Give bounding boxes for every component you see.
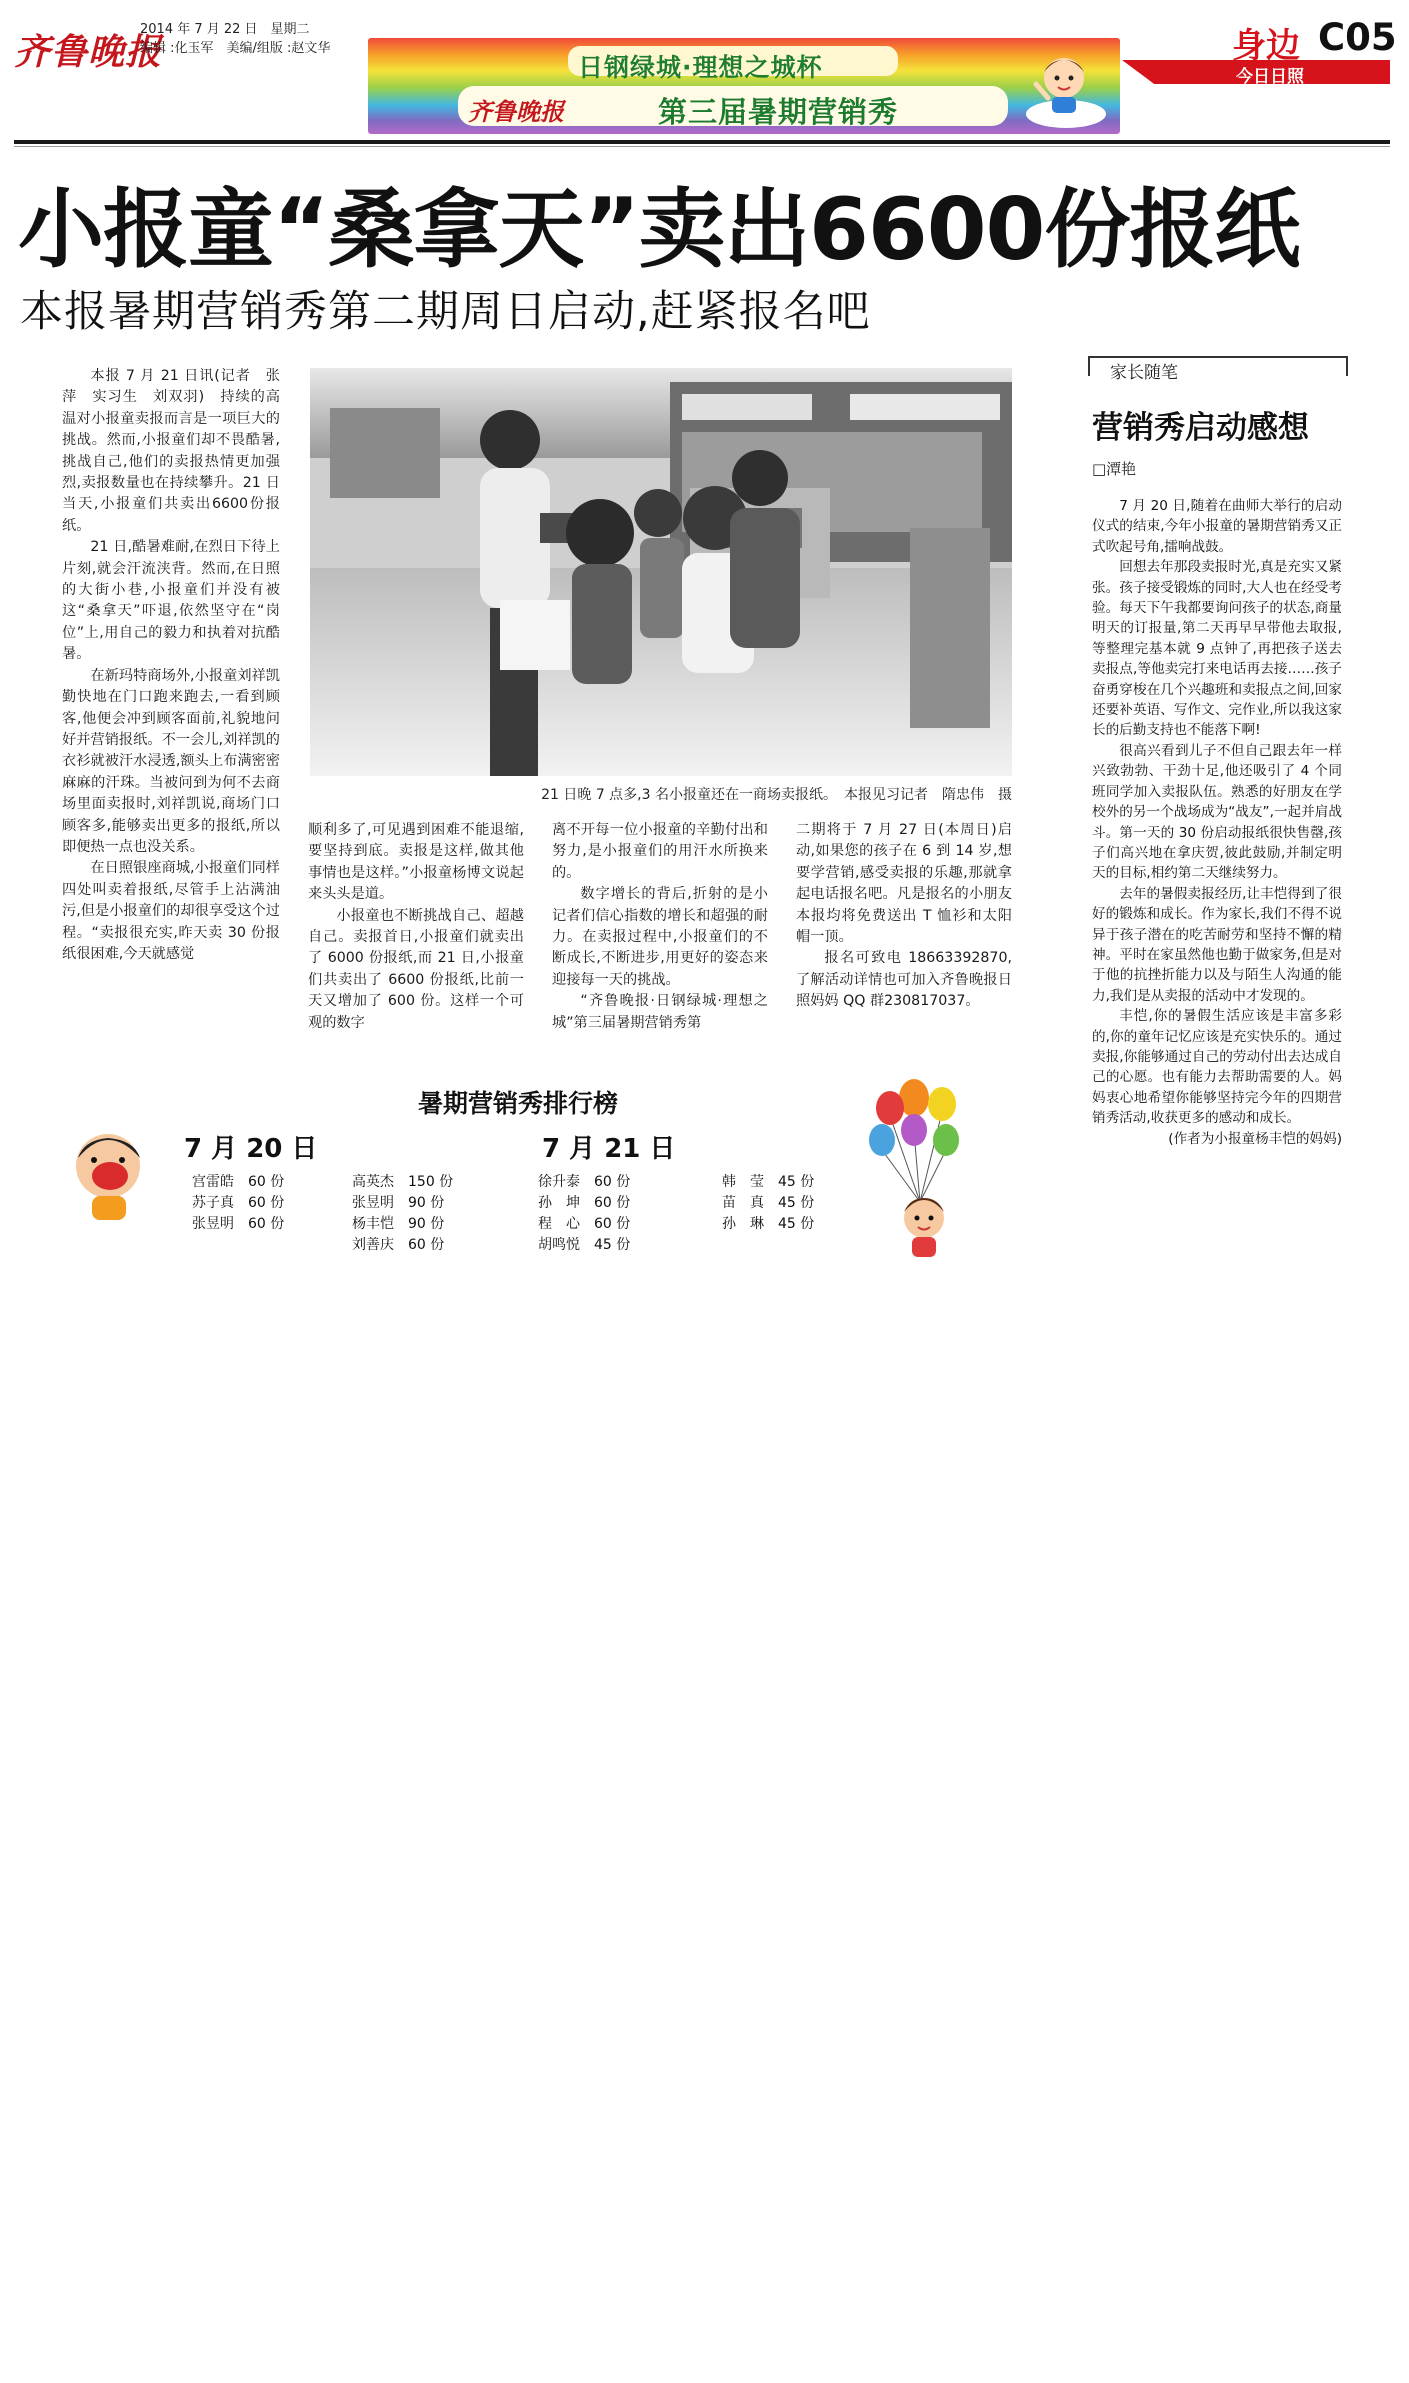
cartoon-girl-balloons-icon (866, 1072, 962, 1260)
article-paragraph: 小报童也不断挑战自己、超越自己。卖报首日,小报童们就卖出了 6000 份报纸,而 21 日,小报童们共卖出了 6600 份报纸,比前一天又增加了 600 份。这样一个可观的数字 (308, 907, 524, 1031)
ranking-count: 60 份 (594, 1174, 631, 1190)
sidebar-paragraph: 很高兴看到儿子不但自己跟去年一样兴致勃勃、干劲十足,他还吸引了 4 个同班同学加入卖报队伍。熟悉的好朋友在学校外的另一个战场成为“战友”,一起并肩战斗。第一天的 30 份启动报纸很快售罄,孩子们高兴地在拿庆贺,彼此鼓励,并制定明天的目标,相约第二天继续努力。 (1092, 742, 1342, 882)
ranking-list-day2-right (722, 1172, 818, 1235)
ranking-row (352, 1193, 448, 1214)
ranking-row (352, 1172, 454, 1193)
sidebar-body (1092, 496, 1342, 1149)
page-number: C05 (1318, 16, 1397, 59)
sidebar-author: □潭艳 (1092, 460, 1137, 478)
issue-info (140, 20, 330, 58)
section-name: 身边 (1232, 26, 1300, 66)
subheadline: 本报暑期营销秀第二期周日启动,赶紧报名吧 (20, 287, 871, 337)
ranking-name: 孙 琳 (722, 1216, 764, 1232)
ranking-name: 高英杰 (352, 1174, 394, 1190)
ranking-count: 90 份 (408, 1216, 445, 1232)
ranking-row (538, 1214, 634, 1235)
ranking-name: 张昱明 (192, 1216, 234, 1232)
ranking-name: 刘善庆 (352, 1237, 394, 1253)
cartoon-boy-icon (64, 1126, 154, 1222)
photo-scene (310, 368, 1012, 776)
ranking-count: 45 份 (594, 1237, 631, 1253)
ranking-name: 胡鸣悦 (538, 1237, 580, 1253)
ranking-count: 60 份 (408, 1237, 445, 1253)
ranking-date-2: 7 月 21 日 (542, 1134, 676, 1164)
article-paragraph: 离不开每一位小报童的辛勤付出和努力,是小报童们的用汗水所换来的。 (552, 822, 768, 881)
headline: 小报童“桑拿天”卖出6600份报纸 (18, 180, 1300, 280)
article-paragraph: 二期将于 7 月 27 日(本周日)启动,如果您的孩子在 6 到 14 岁,想要学营销,感受卖报的乐趣,那就拿起电话报名吧。凡是报名的小朋友本报均将免费送出 T 恤衫和太阳帽一顶。 (796, 822, 1012, 946)
ranking-row (192, 1214, 288, 1235)
sidebar-title: 营销秀启动感想 (1092, 410, 1309, 446)
ranking-row (538, 1193, 634, 1214)
sidebar-paragraph: 7 月 20 日,随着在曲师大举行的启动仪式的结束,今年小报童的暑期营销秀又正式吹起号角,擂响战鼓。 (1092, 498, 1342, 555)
ranking-list-day1-right (352, 1172, 454, 1256)
article-paragraph: 本报 7 月 21 日讯(记者 张萍 实习生 刘双羽) 持续的高温对小报童卖报而言是一项巨大的挑战。然而,小报童们却不畏酷暑,挑战自己,他们的卖报热情更加强烈,卖报数量也在持续攀升。21 日当天,小报童们共卖出6600份报纸。 (62, 368, 280, 534)
cartoon-child-icon (1018, 42, 1108, 130)
ranking-title: 暑期营销秀排行榜 (418, 1089, 619, 1118)
issue-editors: 编辑 :化玉军 美编/组版 :赵文华 (140, 41, 331, 56)
ranking-row (192, 1193, 288, 1214)
ranking-name: 张昱明 (352, 1195, 394, 1211)
ranking-row (352, 1235, 448, 1256)
ranking-list-day2-left (538, 1172, 634, 1256)
ranking-count: 60 份 (594, 1195, 631, 1211)
ranking-name: 杨丰恺 (352, 1216, 394, 1232)
section-edition: 今日日照 (1236, 67, 1304, 87)
news-photo (310, 368, 1012, 776)
ranking-count: 45 份 (778, 1195, 815, 1211)
ranking-name: 程 心 (538, 1216, 580, 1232)
ranking-count: 90 份 (408, 1195, 445, 1211)
sidebar-paragraph: 回想去年那段卖报时光,真是充实又紧张。孩子接受锻炼的同时,大人也在经受考验。每天下午我都要询问孩子的状态,商量明天的订报量,第二天再早早带他去取报,等整理完基本就 9 点钟了,再把孩子送去卖报点,等他卖完打来电话再去接……孩子奋勇穿梭在几个兴趣班和卖报点之间,回家还要补英语、写作文、完作业,所以我这家长的后勤支持也不能落下啊! (1092, 559, 1342, 739)
banner-event-title: 第三届暑期营销秀 (658, 95, 899, 129)
ranking-row (352, 1214, 448, 1235)
article-paragraph: 数字增长的背后,折射的是小记者们信心指数的增长和超强的耐力。在卖报过程中,小报童们的不断成长,不断进步,用更好的姿态来迎接每一天的挑战。 (552, 886, 768, 988)
article-paragraph: 在新玛特商场外,小报童刘祥凯勤快地在门口跑来跑去,一看到顾客,他便会冲到顾客面前,礼貌地问好并营销报纸。不一会儿,刘祥凯的衣衫就被汗水浸透,额头上布满密密麻麻的汗珠。当被问到为何不去商场里面卖报时,刘祥凯说,商场门口顾客多,能够卖出更多的报纸,所以即便热一点也没关系。 (62, 667, 280, 855)
ranking-row (538, 1235, 634, 1256)
ranking-list-day1-left (192, 1172, 288, 1235)
ranking-date-1: 7 月 20 日 (184, 1134, 318, 1164)
banner-sponsor-line: 日钢绿城·理想之城杯 (578, 53, 823, 82)
ranking-count: 60 份 (248, 1216, 285, 1232)
sidebar-paragraph: 去年的暑假卖报经历,让丰恺得到了很好的锻炼和成长。作为家长,我们不得不说异于孩子潜在的吃苦耐劳和坚持不懈的精神。平时在家虽然他也勤于做家务,但是对于他的抗挫折能力以及与陌生人沟通的能力,我们是从卖报的活动中才发现的。 (1092, 885, 1342, 1004)
ranking-row (722, 1172, 818, 1193)
ranking-count: 60 份 (248, 1174, 285, 1190)
ranking-row (722, 1214, 818, 1235)
article-column-1 (62, 366, 280, 965)
banner-newspaper-logo: 齐鲁晚报 (468, 97, 564, 126)
ranking-count: 60 份 (594, 1216, 631, 1232)
ranking-name: 徐升泰 (538, 1174, 580, 1190)
ranking-row (722, 1193, 818, 1214)
ranking-count: 60 份 (248, 1195, 285, 1211)
ranking-count: 45 份 (778, 1216, 815, 1232)
ranking-name: 苏子真 (192, 1195, 234, 1211)
sidebar-tag: 家长随笔 (1110, 363, 1178, 383)
article-paragraph: “齐鲁晚报·日钢绿城·理想之城”第三届暑期营销秀第 (552, 993, 768, 1031)
header-rule (14, 140, 1390, 144)
article-column-3 (552, 820, 768, 1034)
issue-date: 2014 年 7 月 22 日 星期二 (140, 22, 310, 37)
ranking-row (538, 1172, 634, 1193)
event-banner (368, 38, 1120, 134)
article-column-2 (308, 820, 524, 1034)
ranking-name: 孙 坤 (538, 1195, 580, 1211)
sidebar-paragraph: 丰恺,你的暑假生活应该是丰富多彩的,你的童年记忆应该是充实快乐的。通过卖报,你能够通过自己的劳动付出去达成自己的心愿。也有能力去帮助需要的人。妈妈衷心地希望你能够坚持完今年的四期营销秀活动,收获更多的感动和成长。 (1092, 1008, 1342, 1127)
ranking-row (192, 1172, 288, 1193)
article-paragraph: 报名可致电 18663392870,了解活动详情也可加入齐鲁晚报日照妈妈 QQ 群230817037。 (796, 950, 1012, 1010)
ranking-count: 45 份 (778, 1174, 815, 1190)
ranking-count: 150 份 (408, 1174, 454, 1190)
photo-caption: 21 日晚 7 点多,3 名小报童还在一商场卖报纸。 本报见习记者 隋忠伟 摄 (541, 787, 1012, 803)
article-paragraph: 21 日,酷暑难耐,在烈日下待上片刻,就会汗流浃背。然而,在日照的大街小巷,小报童们并没有被这“桑拿天”吓退,依然坚守在“岗位”上,用自己的毅力和执着对抗酷暑。 (62, 539, 280, 663)
article-paragraph: 顺利多了,可见遇到困难不能退缩,要坚持到底。卖报是这样,做其他事情也是这样。”小报童杨博文说起来头头是道。 (308, 822, 524, 903)
ranking-name: 宫雷皓 (192, 1174, 234, 1190)
header-rule-thin (14, 146, 1390, 147)
ranking-name: 苗 真 (722, 1195, 764, 1211)
article-paragraph: 在日照银座商城,小报童们同样四处叫卖着报纸,尽管手上沾满油污,但是小报童们的却很享受这个过程。“卖报很充实,昨天卖 30 份报纸很困难,今天就感觉 (62, 860, 280, 962)
newspaper-logo: 齐鲁晚报 (14, 31, 163, 73)
sidebar-signature: (作者为小报童杨丰恺的妈妈) (1168, 1130, 1342, 1147)
ranking-name: 韩 莹 (722, 1174, 764, 1190)
article-column-4 (796, 820, 1012, 1013)
